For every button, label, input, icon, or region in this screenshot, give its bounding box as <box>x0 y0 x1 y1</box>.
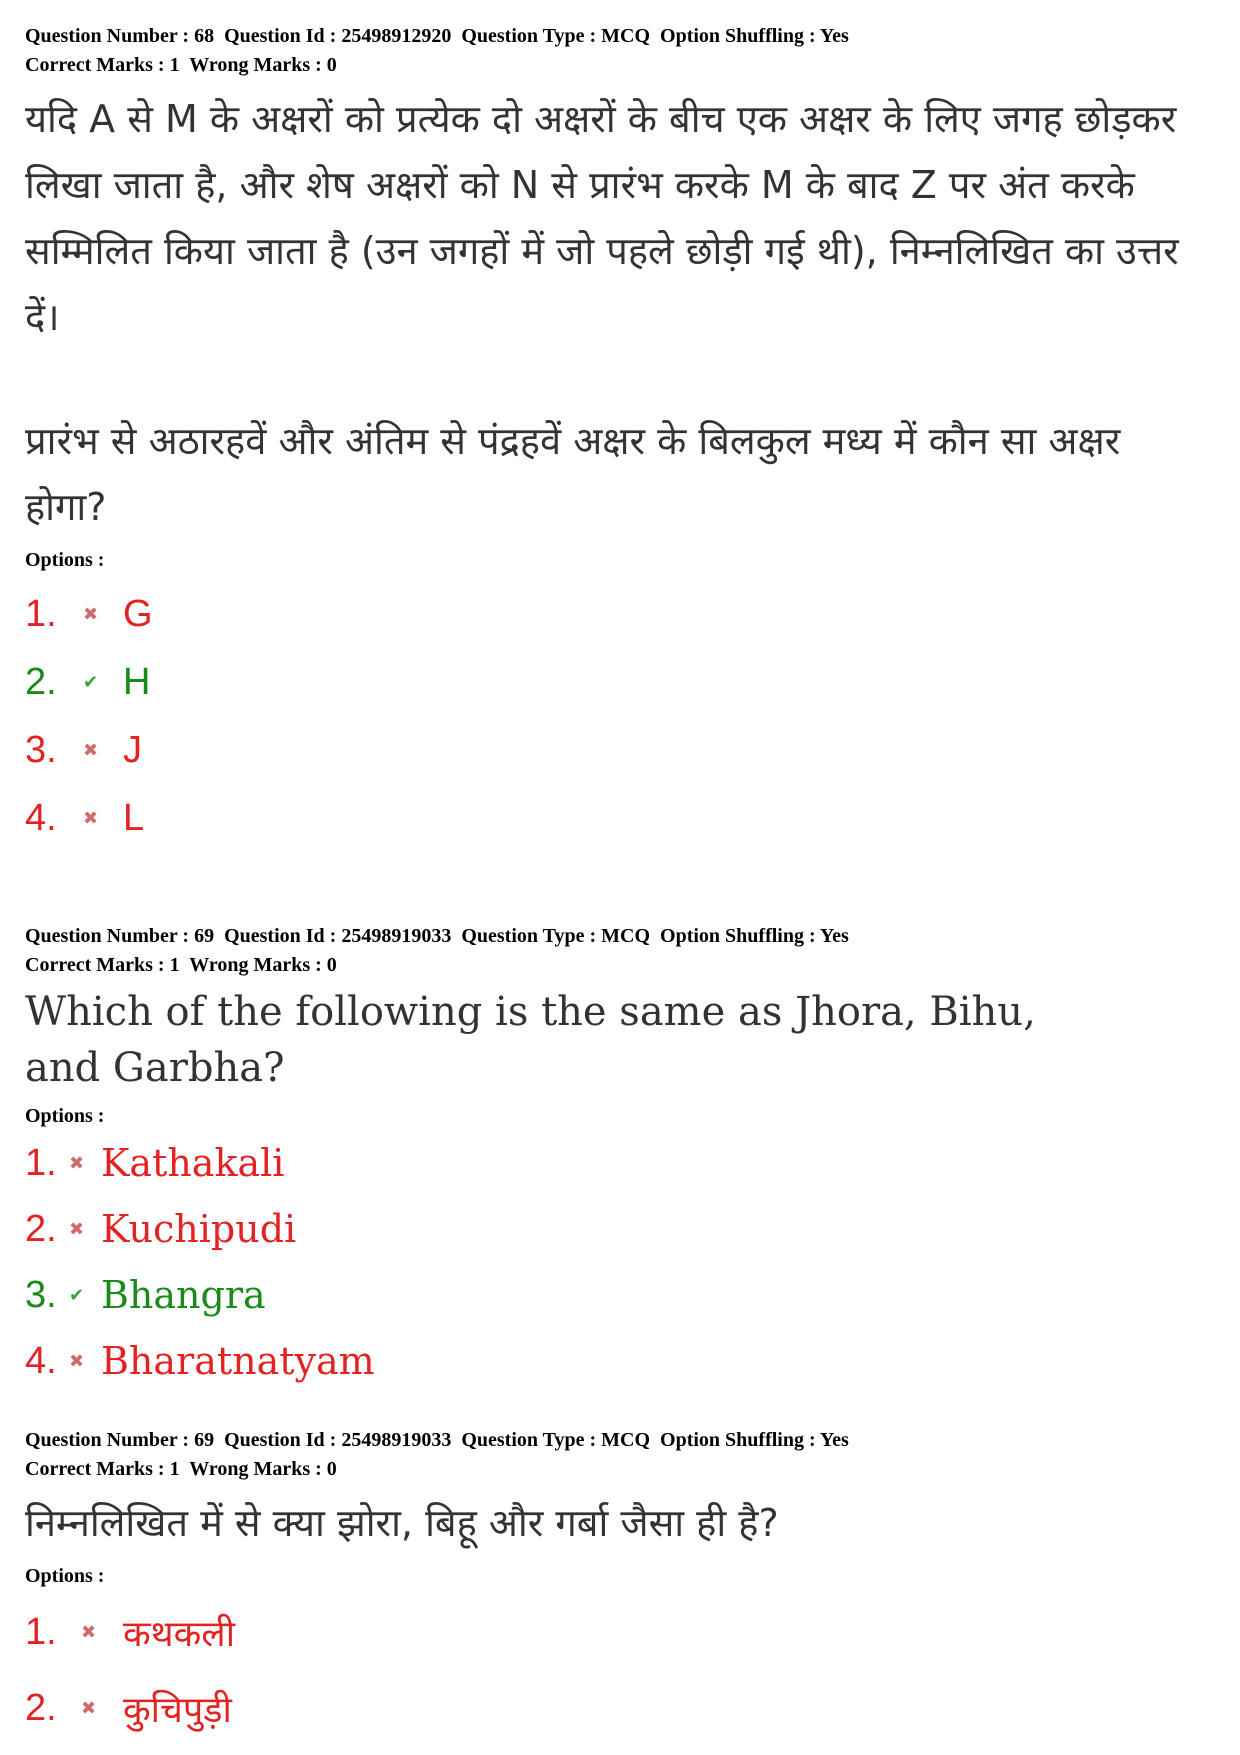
option-item <box>25 1670 1195 1746</box>
option-text: J <box>123 728 142 771</box>
check-icon: ✔ <box>83 671 99 693</box>
option-number: 2. <box>25 660 57 703</box>
cross-icon: ✖ <box>83 739 99 761</box>
options-label: Options : <box>25 1565 105 1587</box>
option-text: Kathakali <box>101 1141 285 1185</box>
option-item <box>25 648 1195 716</box>
option-item <box>25 580 1195 648</box>
question-text: निम्नलिखित में से क्या झोरा, बिहू और गर्बा जैसा ही है? <box>25 1501 779 1545</box>
option-text: L <box>123 796 145 839</box>
question-text: Which of the following is the same as Jhora, Bihu, and Garbha? <box>25 989 1036 1091</box>
option-item <box>25 1130 1195 1196</box>
option-text: Kuchipudi <box>101 1207 297 1251</box>
cross-icon: ✖ <box>83 603 99 625</box>
option-item <box>25 1196 1195 1262</box>
option-item <box>25 1594 1195 1670</box>
question-block-68 <box>25 22 1195 852</box>
option-number: 1. <box>25 1610 57 1653</box>
check-icon: ✔ <box>69 1284 85 1306</box>
option-text: कथकली <box>123 1613 236 1655</box>
option-item <box>25 1262 1195 1328</box>
option-item <box>25 716 1195 784</box>
question-meta: Question Number : 68 Question Id : 25498912920 Question Type : MCQ Option Shuffling : Yes <box>25 25 849 47</box>
option-number: 2. <box>25 1686 57 1729</box>
question-block-69-hindi <box>25 1426 1195 1746</box>
cross-icon: ✖ <box>81 1621 97 1643</box>
cross-icon: ✖ <box>69 1152 85 1174</box>
option-text: Bharatnatyam <box>101 1339 375 1383</box>
option-text: कुचिपुड़ी <box>123 1689 232 1731</box>
question-meta: Question Number : 69 Question Id : 25498919033 Question Type : MCQ Option Shuffling : Yes <box>25 925 849 947</box>
option-item <box>25 784 1195 852</box>
option-number: 2. <box>25 1207 57 1250</box>
cross-icon: ✖ <box>69 1350 85 1372</box>
option-text: Bhangra <box>101 1273 266 1317</box>
option-number: 3. <box>25 728 57 771</box>
options-label: Options : <box>25 549 105 571</box>
question-marks: Correct Marks : 1 Wrong Marks : 0 <box>25 54 337 76</box>
question-block-69-english <box>25 922 1195 1394</box>
options-label: Options : <box>25 1105 105 1127</box>
option-number: 1. <box>25 1141 57 1184</box>
question-marks: Correct Marks : 1 Wrong Marks : 0 <box>25 1458 337 1480</box>
cross-icon: ✖ <box>69 1218 85 1240</box>
option-text: G <box>123 592 153 635</box>
question-text-part2: प्रारंभ से अठारहवें और अंतिम से पंद्रहवें अक्षर के बिलकुल मध्य में कौन सा अक्षर होगा? <box>25 419 1121 529</box>
option-number: 1. <box>25 592 57 635</box>
question-text: यदि A से M के अक्षरों को प्रत्येक दो अक्षरों के बीच एक अक्षर के लिए जगह छोड़कर लिखा जाता है, और शेष अक्षरों को N से प्रारंभ करके M के बाद Z पर अंत करके सम्मिलित किया जाता है (उन जगहों में जो पहले छोड़ी गई थी), निम्नलिखित का उत्तर दें। <box>25 97 1179 339</box>
option-number: 3. <box>25 1273 57 1316</box>
options-list <box>25 580 1195 852</box>
option-number: 4. <box>25 796 57 839</box>
option-item <box>25 1328 1195 1394</box>
cross-icon: ✖ <box>83 807 99 829</box>
options-list <box>25 1594 1195 1746</box>
option-text: H <box>123 660 151 703</box>
question-meta: Question Number : 69 Question Id : 25498919033 Question Type : MCQ Option Shuffling : Yes <box>25 1429 849 1451</box>
options-list <box>25 1130 1195 1394</box>
question-marks: Correct Marks : 1 Wrong Marks : 0 <box>25 954 337 976</box>
option-number: 4. <box>25 1339 57 1382</box>
cross-icon: ✖ <box>81 1697 97 1719</box>
